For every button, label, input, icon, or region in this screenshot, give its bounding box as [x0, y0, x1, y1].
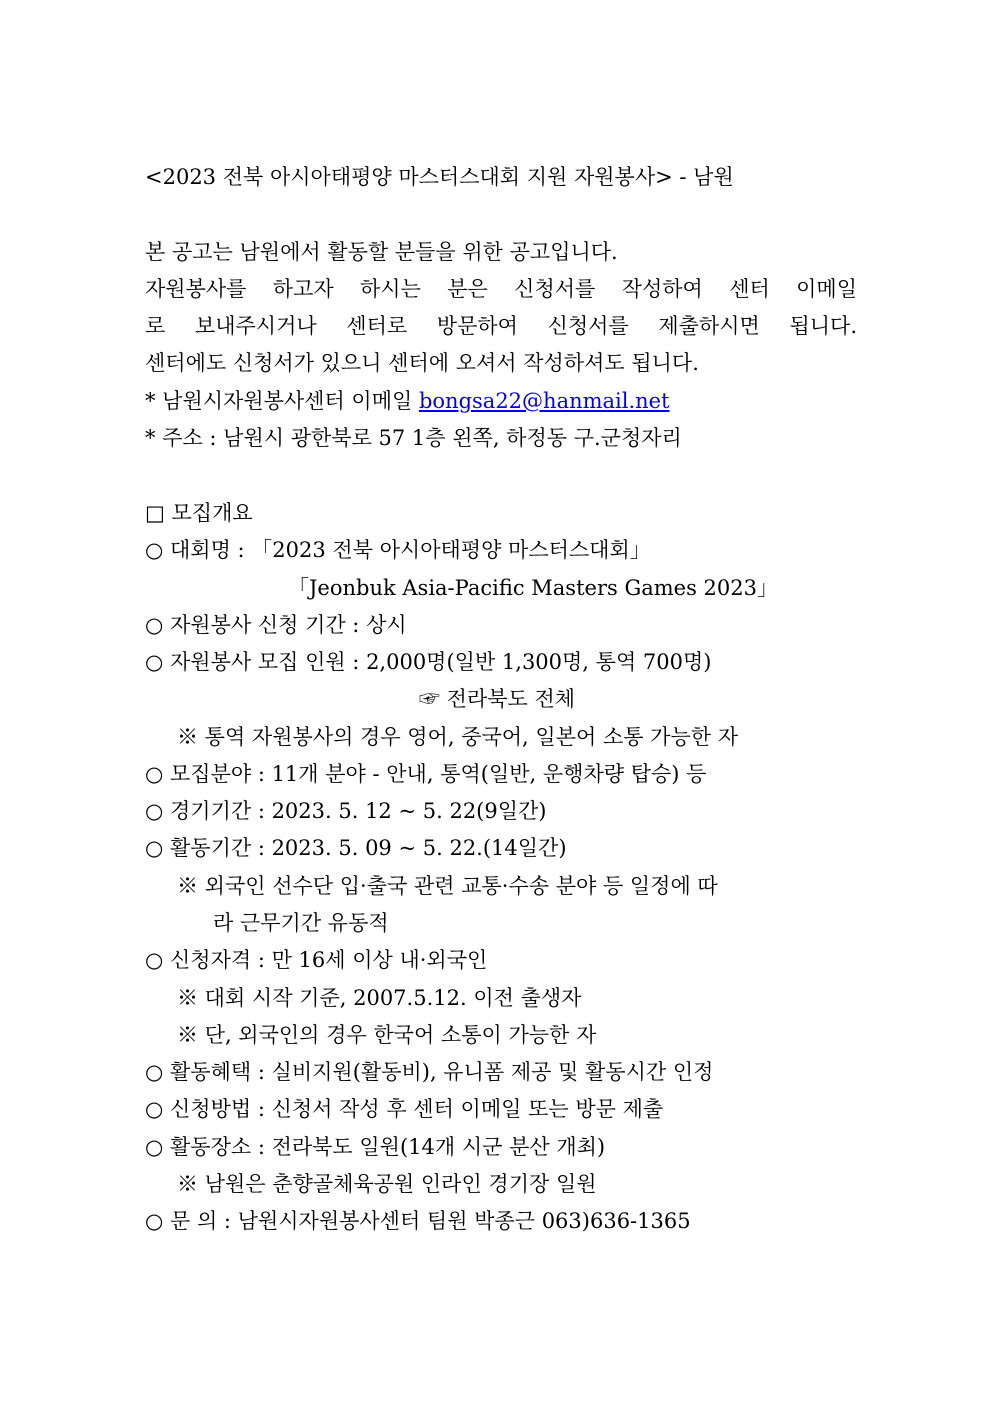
list-item: ※ 대회 시작 기준, 2007.5.12. 이전 출생자	[177, 986, 582, 1010]
address-line: * 주소 : 남원시 광한북로 57 1층 왼쪽, 하정동 구.군청자리	[145, 426, 682, 450]
list-item: ○ 신청자격 : 만 16세 이상 내·외국인	[145, 948, 488, 972]
list-item: ○ 자원봉사 신청 기간 : 상시	[145, 613, 407, 637]
list-item: 「Jeonbuk Asia-Pacific Masters Games 2023」	[288, 576, 778, 600]
list-item: ○ 모집분야 : 11개 분야 - 안내, 통역(일반, 운행차량 탑승) 등	[145, 762, 707, 786]
list-item: ※ 통역 자원봉사의 경우 영어, 중국어, 일본어 소통 가능한 자	[177, 725, 739, 749]
list-item: ○ 활동혜택 : 실비지원(활동비), 유니폼 제공 및 활동시간 인정	[145, 1060, 714, 1084]
list-item: ☞ 전라북도 전체	[419, 687, 576, 711]
email-line	[145, 386, 670, 416]
document-title: <2023 전북 아시아태평양 마스터스대회 지원 자원봉사> - 남원	[145, 165, 734, 189]
list-item: ○ 경기기간 : 2023. 5. 12 ~ 5. 22(9일간)	[145, 799, 547, 823]
list-item: ※ 외국인 선수단 입·출국 관련 교통·수송 분야 등 일정에 따	[177, 874, 718, 898]
list-item: 라 근무기간 유동적	[213, 911, 389, 935]
email-link[interactable]: bongsa22@hanmail.net	[418, 389, 670, 413]
list-item: ○ 활동기간 : 2023. 5. 09 ~ 5. 22.(14일간)	[145, 836, 567, 860]
list-item: ※ 단, 외국인의 경우 한국어 소통이 가능한 자	[177, 1023, 597, 1047]
intro-line: 로 보내주시거나 센터로 방문하여 신청서를 제출하시면 됩니다.	[145, 314, 857, 338]
email-label: * 남원시자원봉사센터 이메일	[145, 389, 419, 413]
list-item: ○ 자원봉사 모집 인원 : 2,000명(일반 1,300명, 통역 700명)	[145, 650, 712, 674]
list-item: ○ 문 의 : 남원시자원봉사센터 팀원 박종근 063)636-1365	[145, 1209, 691, 1233]
section-heading: □ 모집개요	[145, 501, 253, 525]
list-item: ○ 신청방법 : 신청서 작성 후 센터 이메일 또는 방문 제출	[145, 1097, 664, 1121]
list-item: ※ 남원은 춘향골체육공원 인라인 경기장 일원	[177, 1172, 597, 1196]
intro-line: 자원봉사를 하고자 하시는 분은 신청서를 작성하여 센터 이메일	[145, 277, 857, 301]
intro-line: 센터에도 신청서가 있으니 센터에 오셔서 작성하셔도 됩니다.	[145, 351, 699, 375]
intro-line: 본 공고는 남원에서 활동할 분들을 위한 공고입니다.	[145, 240, 618, 264]
list-item: ○ 대회명 : 「2023 전북 아시아태평양 마스터스대회」	[145, 538, 651, 562]
list-item: ○ 활동장소 : 전라북도 일원(14개 시군 분산 개최)	[145, 1135, 606, 1159]
